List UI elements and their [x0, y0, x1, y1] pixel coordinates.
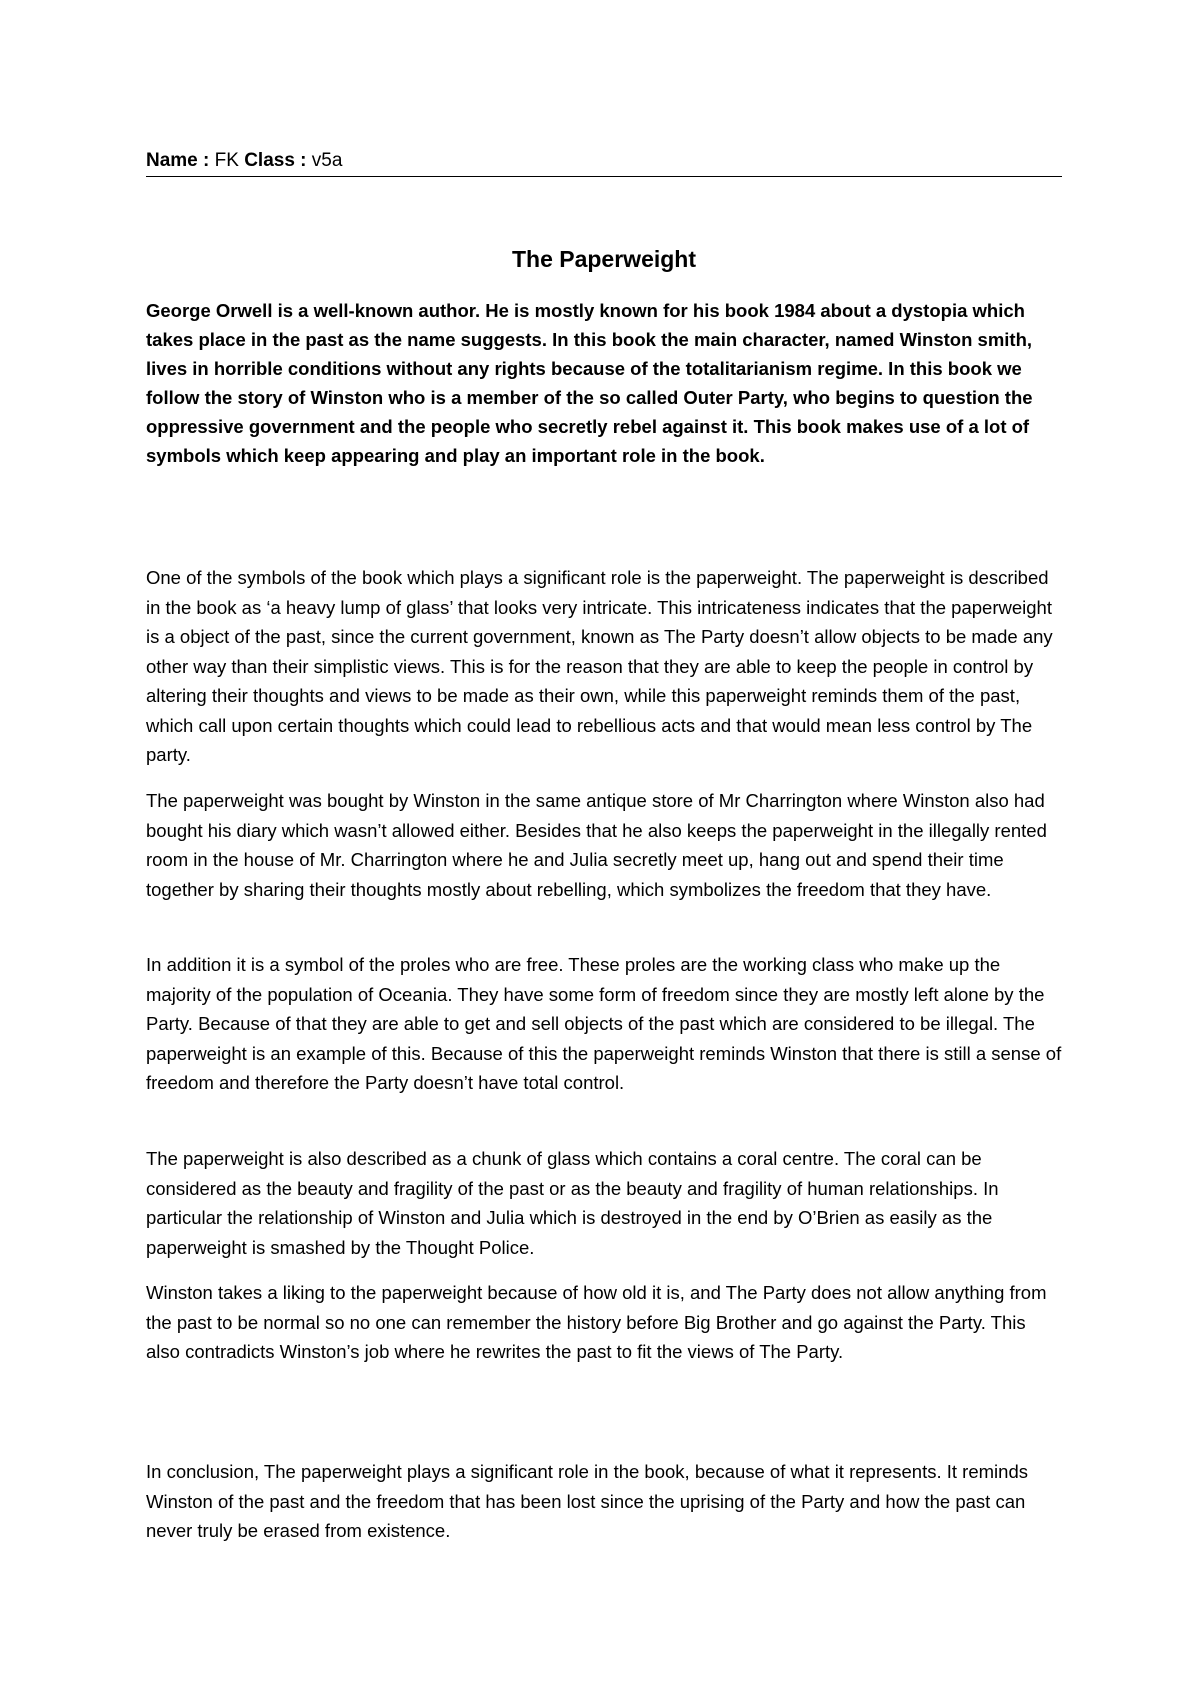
body-paragraph-1: One of the symbols of the book which plays a significant role is the paperweight. The paperweight is described in the book as ‘a heavy lump of glass’ that looks very intricate. This intricateness indicates that the paperweight is a object of the past, since the current government, known as The Party doesn’t allow objects to be made any other way than their simplistic views. This is for the reason that they are able to keep the people in control by altering their thoughts and views to be made as their own, while this paperweight reminds them of the past, which call upon certain thoughts which could lead to rebellious acts and that would mean less control by The party.: [146, 567, 1053, 765]
document-title: The Paperweight: [511, 246, 697, 272]
body-paragraph-2: The paperweight was bought by Winston in the same antique store of Mr Charrington where Winston also had bought his diary which wasn’t allowed either. Besides that he also keeps the paperweight in the illegally rented room in the house of Mr. Charrington where he and Julia secretly meet up, hang out and spend their time together by sharing their thoughts mostly about rebelling, which symbolizes the freedom that they have.: [146, 790, 1047, 900]
body-paragraph-3: In addition it is a symbol of the proles who are free. These proles are the working class who make up the majority of the population of Oceania. They have some form of freedom since they are mostly left alone by the Party. Because of that they are able to get and sell objects of the past which are considered to be illegal. The paperweight is an example of this. Because of this the paperweight reminds Winston that there is still a sense of freedom and therefore the Party doesn’t have total control.: [146, 954, 1062, 1093]
name-class-header: [146, 148, 1062, 177]
intro-paragraph: George Orwell is a well-known author. He is mostly known for his book 1984 about a dystopia which takes place in the past as the name suggests. In this book the main character, named Winston smith, lives in horrible conditions without any rights because of the totalitarianism regime. In this book we follow the story of Winston who is a member of the so called Outer Party, who begins to question the oppressive government and the people who secretly rebel against it. This book makes use of a lot of symbols which keep appearing and play an important role in the book.: [146, 300, 1033, 466]
name-value: FK: [209, 150, 245, 171]
class-label: Class :: [244, 150, 307, 171]
name-label: Name :: [146, 150, 210, 171]
body-paragraph-4: The paperweight is also described as a chunk of glass which contains a coral centre. The coral can be considered as the beauty and fragility of the past or as the beauty and fragility of human relationships. In particular the relationship of Winston and Julia which is destroyed in the end by O’Brien as easily as the paperweight is smashed by the Thought Police.: [146, 1148, 999, 1258]
class-value: v5a: [306, 150, 343, 171]
body-paragraph-5: Winston takes a liking to the paperweight because of how old it is, and The Party does not allow anything from the past to be normal so no one can remember the history before Big Brother and go against the Party. This also contradicts Winston’s job where he rewrites the past to fit the views of The Party.: [146, 1282, 1047, 1362]
conclusion-paragraph: In conclusion, The paperweight plays a significant role in the book, because of what it represents. It reminds Winston of the past and the freedom that has been lost since the uprising of the Party and how the past can never truly be erased from existence.: [146, 1461, 1028, 1541]
